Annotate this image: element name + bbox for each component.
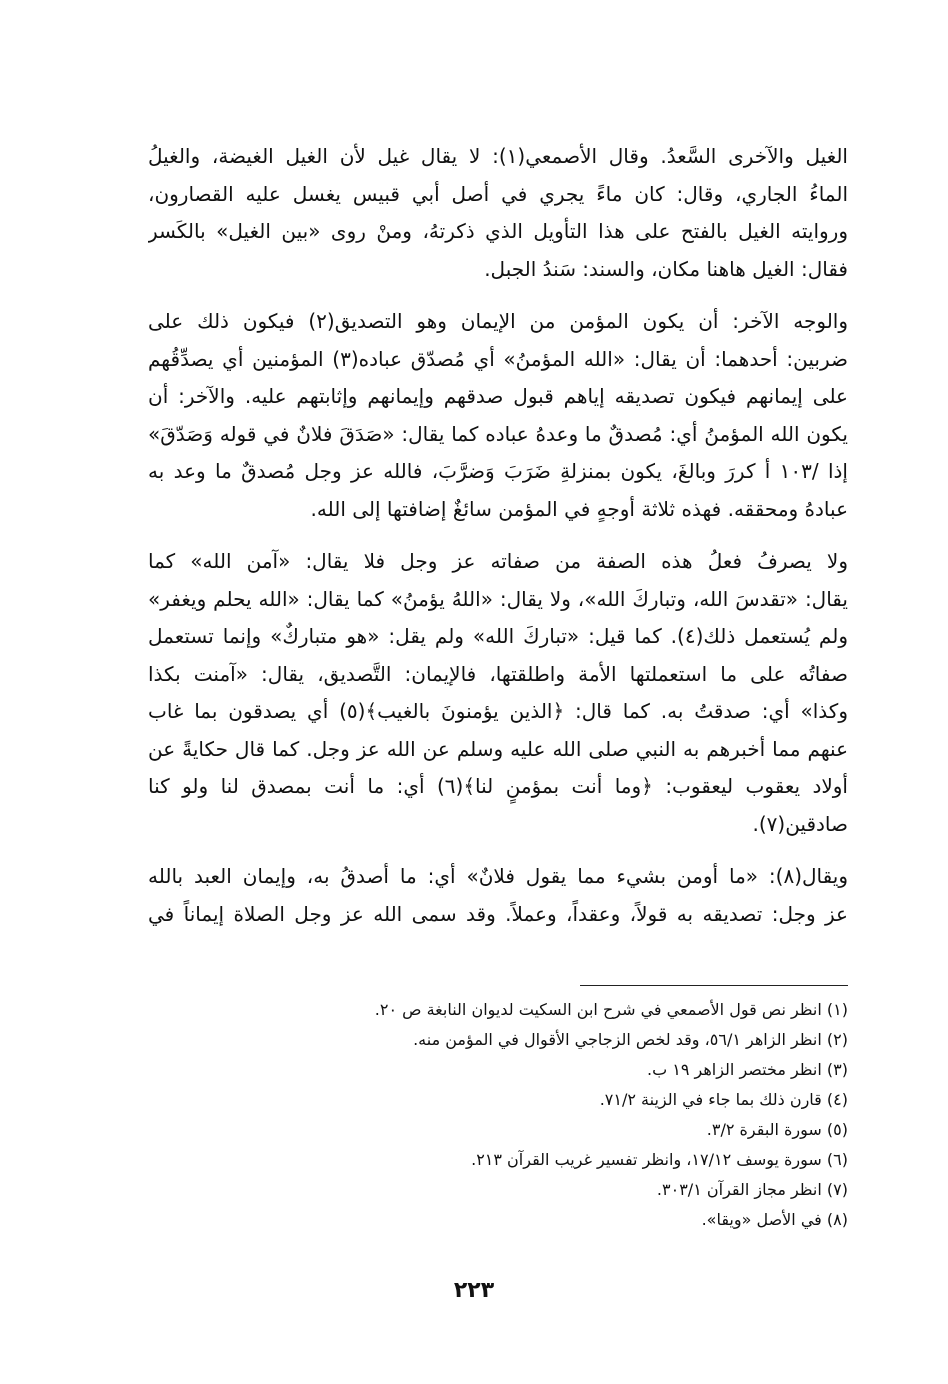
footnote: (٢) انظر الزاهر ٥٦/١، وقد لخص الزجاجي الأقوال في المؤمن منه. (413, 1030, 848, 1049)
paragraph (148, 543, 848, 843)
text-line: صفاتُه على ما استعملتها الأمة واطلقتها، فالإيمان: التَّصديق، يقال: «آمنت بكذا (148, 661, 848, 686)
text-line: وروايته الغيل بالفتح على هذا التأويل الذي ذكرتهُ، ومنْ روى «بين الغيل» بالكَسر (148, 219, 848, 243)
page-number: ٢٢٣ (453, 1278, 495, 1303)
text-line: يقال: «تقدسَ الله، وتباركَ الله»، ولا يقال: «اللهُ يؤمنُ» كما يقال: «الله يحلم ويغفر» (148, 586, 848, 611)
text-line: صادقين(٧). (752, 811, 848, 836)
footnote: (٦) سورة يوسف ١٧/١٢، وانظر تفسير غريب القرآن ٢١٣. (471, 1150, 848, 1169)
footnote: (٣) انظر مختصر الزاهر ١٩ ب. (647, 1060, 848, 1079)
main-text (148, 138, 848, 948)
text-line: الماءُ الجاري، وقال: كان ماءً يجري في أصل أبي قبيس يغسل عليه القصارون، (148, 181, 848, 206)
text-line: ولا يصرفُ فعلُ هذه الصفة من صفاته عز وجل فلا يقال: «آمن الله» كما (148, 549, 848, 573)
paragraph (148, 303, 848, 528)
text-line: ضربين: أحدهما: أن يقال: «الله المؤمنُ» أي مُصدّق عباده(٣) المؤمنين أي يصدِّقُهم (148, 346, 848, 371)
text-line: والوجه الآخر: أن يكون المؤمن من الإيمان وهو التصديق(٢) فيكون ذلك على (148, 309, 848, 333)
text-line: عبادهُ ومحققه. فهذه ثلاثة أوجهٍ في المؤمن سائغٌ إضافتها إلى الله. (310, 496, 848, 521)
text-line: إذا /١٠٣ أ كررَ وبالغَ، يكون بمنزلةِ ضَرَبَ وَضرَّبَ، فالله عز وجل مُصدقٌ ما وعد به (148, 459, 848, 483)
text-line: وكذا» أي: صدقتُ به. كما قال: ﴿الذين يؤمنونَ بالغيب﴾(٥) أي يصدقون بما غاب (148, 699, 848, 723)
paragraph (148, 138, 848, 288)
text-line: على إيمانهم فيكون تصديقه إياهم قبول صدقهم وإيمانهم وإثابتهم عليه. والآخر: أن (148, 384, 848, 408)
footnote: (١) انظر نص قول الأصمعي في شرح ابن السكيت لديوان النابغة ص ٢٠. (374, 1000, 848, 1019)
footnote: (٥) سورة البقرة ٣/٢. (706, 1120, 848, 1139)
text-line: الغيل والآخرى السَّعدُ. وقال الأصمعي(١): لا يقال غيل لأن الغيل الغيضة، والغيلُ (148, 144, 848, 168)
text-line: ولم يُستعمل ذلك(٤). كما قيل: «تباركَ الله» ولم يقل: «هو متباركٌ» وإنما تستعمل (148, 624, 848, 648)
footnote: (٤) قارن ذلك بما جاء في الزينة ٧١/٢. (599, 1090, 848, 1109)
footnote-divider (580, 985, 848, 986)
text-line: عز وجل: تصديقه به قولاً، وعقداً، وعملاً. وقد سمى الله عز وجل الصلاة إيماناً في (148, 901, 848, 926)
text-line: فقال: الغيل هاهنا مكان، والسند: سَندُ الجبل. (484, 256, 848, 281)
text-line: أولاد يعقوب ليعقوب: ﴿وما أنت بمؤمنٍ لنا﴾(٦) أي: ما أنت بمصدق لنا ولو كنا (148, 774, 848, 798)
text-line: يكون الله المؤمنُ أي: مُصدقٌ ما وعدهُ عباده كما يقال: «صَدَقَ فلانٌ في قوله وَصَدّقَ» (148, 421, 848, 446)
text-line: عنهم مما أخبرهم به النبي صلى الله عليه وسلم عن الله عز وجل. كما قال حكايةً عن (148, 736, 848, 761)
footnote: (٨) في الأصل «ويقا». (701, 1210, 848, 1229)
paragraph (148, 858, 848, 933)
footnotes (148, 995, 848, 1235)
text-line: ويقال(٨): «ما أومن بشيء مما يقول فلانٌ» أي: ما أصدقُ به، وإيمان العبد بالله (148, 864, 848, 888)
footnote: (٧) انظر مجاز القرآن ٣٠٣/١. (656, 1180, 848, 1199)
